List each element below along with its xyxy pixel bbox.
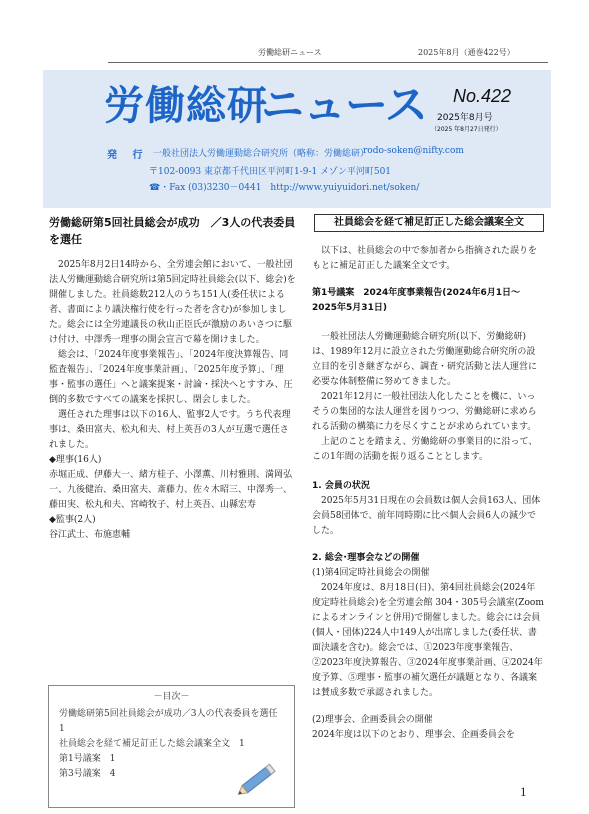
running-header-issue: 2025年8月（通巻422号）: [418, 48, 515, 57]
section-1-title: 1. 会員の状況: [312, 481, 370, 491]
article-headline: 労働総研第5回社員総会が成功 ／3人の代表委員を選任: [49, 216, 296, 246]
intro-paragraph: 以下は、社員総会の中で参加者から指摘された誤りをもとに補足訂正した議案全文です。: [312, 246, 538, 271]
publisher-label: 発 行: [107, 150, 149, 161]
article-paragraph: 2025年8月2日14時から、全労連会館において、一般社団法人労働運動総合研究所は第5回定時社員総会(以下、総会)を開催しました。社員総数212人のうち151人(委任状による者、書面により議決権行使を行った者を含む)が参加しました。総会には全労連議長の秋山正臣氏が激励のあいさつに駆け付け、中澤秀一理事の開会宣言で幕を開けました。: [49, 260, 296, 345]
section-2-text: 2024年度は以下のとおり、理事会、企画委員会を: [312, 730, 515, 740]
auditors-heading: ◆監事(2人): [49, 515, 96, 525]
directors-heading: ◆理事(16人): [49, 455, 102, 465]
auditors-list: 谷江武士、布施恵輔: [49, 530, 131, 540]
publisher-name: 一般社団法人労働運動総合研究所（略称：労働総研）: [153, 149, 370, 159]
section-2-title: 2. 総会･理事会などの開催: [312, 553, 420, 563]
agenda-paragraph: 上記のことを踏まえ、労働総研の事業目的に沿って、この1年間の活動を振り返ることとします。: [312, 437, 538, 462]
section-box-title: 社員総会を経て補足訂正した総会議案全文: [314, 214, 544, 232]
page-number: 1: [520, 784, 527, 799]
directors-list: 赤堀正成、伊藤大一、緒方桂子、小澤薫、川村雅則、満岡弘一、九後健治、桑田富夫、斎藤力、佐々木昭三、中澤秀一、藤田実、松丸和夫、宮崎牧子、村上英吾、山縣宏寿: [49, 470, 293, 510]
section-1-text: 2025年5月31日現在の会員数は個人会員163人、団体会員58団体で、前年同時期に比べ個人会員6人の減少でした。: [312, 496, 541, 536]
publisher-email[interactable]: rodo-soken@nifty.com: [363, 146, 464, 156]
section-2-text: 2024年度は、8月18日(日)、第4回社員総会(2024年度定時社員総会)を全労連会館 304・305号会議室(Zoomによるオンラインと併用)で開催しました。総会には会員(個人・団体)224人中149人が出席しました(委任状、書面決議を含む)。総会では、①2023年度事業報告、②2023年度決算報告、③2024年度事業計画、④2024年度予算、⑤理事・監事の補欠選任が議題となり、各議案は賛成多数で承認されました。: [312, 583, 544, 698]
publisher-phone-web[interactable]: ☎・Fax (03)3230－0441 http://www.yuiyuidori.net/soken/: [149, 183, 420, 193]
agenda-title: 第1号議案 2024年度事業報告(2024年6月1日～2025年5月31日): [312, 288, 520, 313]
pencil-icon: [235, 754, 285, 802]
right-article: [312, 244, 544, 743]
section-2-subheading: (2)理事会、企画委員会の開催: [312, 715, 433, 725]
toc-item[interactable]: 第1号議案 1: [59, 754, 116, 764]
toc-item[interactable]: 第3号議案 4: [59, 769, 116, 779]
header-rule: [108, 62, 548, 63]
running-header-title: 労働総研ニュース: [258, 48, 322, 57]
agenda-paragraph: 一般社団法人労働運動総合研究所(以下、労働総研)は、1989年12月に設立された労働運動総合研究所の設立目的を引き継ぎながら、調査・研究活動と法人運営に必要な体制整備に努めてきました。: [312, 332, 538, 387]
masthead: [43, 70, 551, 208]
toc-item[interactable]: 労働総研第5回社員総会が成功／3人の代表委員を選任 1: [59, 709, 287, 734]
agenda-paragraph: 2021年12月に一般社団法人化したことを機に、いっそうの集団的な法人運営を図りつつ、労働総研に求められる活動の構築に力を尽くすことが求められています。: [312, 392, 537, 432]
issue-month: 2025年8月号: [437, 113, 493, 123]
left-article: [49, 214, 297, 543]
logo-title-kanji: 労働総研: [104, 83, 268, 129]
issue-date: （2025 年8月27日発行）: [431, 126, 502, 133]
logo-title-kana: ニュース: [261, 81, 427, 131]
toc-title: －目次－: [153, 692, 190, 702]
publisher-address: 〒102-0093 東京都千代田区平河町1-9-1 メゾン平河町501: [149, 167, 392, 177]
toc-item[interactable]: 社員総会を経て補足訂正した総会議案全文 1: [59, 739, 245, 749]
article-paragraph: 選任された理事は以下の16人、監事2人です。うち代表理事は、桑田富夫、松丸和夫、村上英吾の3人が互選で選任されました。: [49, 410, 291, 450]
issue-number: No.422: [453, 86, 512, 106]
article-paragraph: 総会は、「2024年度事業報告」、「2024年度決算報告、同監査報告」、「2024年度事業計画」、「2025年度予算」、「理事・監事の選任」へと議案提案・討論・採決へとすすみ、圧倒的多数ですべての議案を採択し、閉会しました。: [49, 350, 293, 405]
section-2-subheading: (1)第4回定時社員総会の開催: [312, 568, 430, 578]
running-header: [0, 47, 589, 61]
